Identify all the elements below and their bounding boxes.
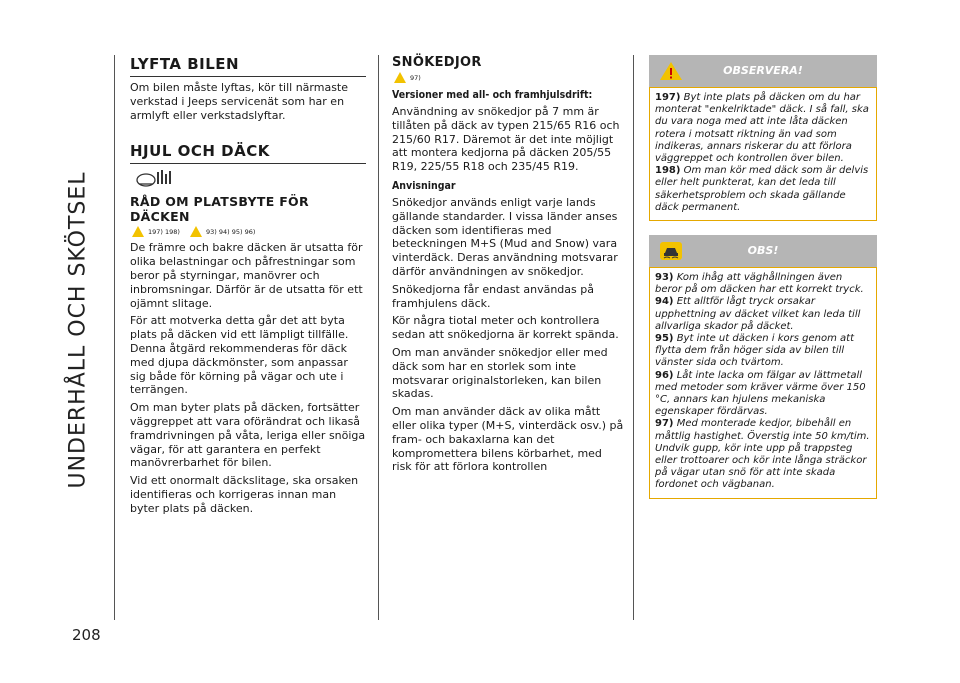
note-box-header: OBS! — [649, 235, 877, 267]
heading-lift: LYFTA BILEN — [130, 55, 366, 77]
note-item: 93) Kom ihåg att väghållningen även beror på om däcken har ett korrekt tryck. — [655, 272, 864, 296]
paragraph: Kör några tiotal meter och kontrollera sedan att snökedjorna är korrekt spända. — [392, 314, 619, 342]
paragraph: Snökedjor används enligt varje lands gällande standarder. I vissa länder anses däcken som identifieras med beteckningen M+S (Mud and Snow) vara vinterdäck. Deras användning motsvarar därför användningen av snökedjor. — [392, 195, 618, 278]
warning-item: 198) Om man kör med däck som är delvis eller helt punkterat, kan det leda till säkerhetsproblem och skada gällande däck permanent. — [655, 165, 869, 213]
middle-column — [392, 55, 624, 478]
warning-triangle-icon — [659, 61, 683, 94]
paragraph: Snökedjorna får endast användas på framhjulens däck. — [392, 282, 594, 310]
warning-triangle-icon — [394, 72, 406, 83]
rotation-text — [130, 241, 366, 515]
warning-box — [649, 87, 877, 221]
heading-snow-chains: SNÖKEDJOR — [392, 55, 482, 70]
note-item: 97) Med monterade kedjor, bibehåll en måttlig hastighet. Överstig inte 50 km/tim. Undvik gupp, kör inte upp på trappsteg eller trottoarer och kör inte långa sträckor på vägar utan snö för att inte skada fordonet och vägbanan. — [655, 418, 870, 491]
column-divider — [633, 55, 634, 620]
note-item: 96) Låt inte lacka om fälgar av lättmetall med metoder som kräver värme över 150 °C, annars kan hjulens mekaniska egenskaper fördärvas. — [655, 369, 866, 418]
instructions-text — [392, 196, 624, 474]
note-item: 95) Byt inte ut däcken i kors genom att flytta dem från höger sida av bilen till vänster sida och tvärtom. — [655, 333, 855, 369]
chapter-divider — [114, 55, 115, 620]
paragraph: För att motverka detta går det att byta plats på däcken vid ett lämpligt tillfälle. Denna åtgärd rekommenderas för däck med djupa däckmönster, som anpassar sig både för körning på vägar och ute i terrängen. — [130, 314, 349, 397]
snow-chains-text: Användning av snökedjor på 7 mm är tillåten på däck av typen 215/65 R16 och 215/60 R17. Däremot är det inte möjligt att montera kedjorna på däcken 205/55 R19, 225/55 R18 och 235/45 R19. — [392, 105, 620, 174]
car-skid-icon — [659, 241, 683, 274]
paragraph: De främre och bakre däcken är utsatta för olika belastningar och påfrestningar som beror på styrningar, manövrer och inbromsningar. Därför är de utsatta för ett ojämnt slitage. — [130, 241, 363, 310]
chapter-title-text: UNDERHÅLL OCH SKÖTSEL — [65, 171, 91, 489]
paragraph: Om man använder snökedjor eller med däck som har en storlek som inte motsvarar originalstorleken, kan bilen skadas. — [392, 345, 608, 401]
heading-wheels: HJUL OCH DÄCK — [130, 142, 366, 164]
left-column — [130, 55, 366, 520]
rotation-refs: 197) 198) 93) 94) 95) 96) — [132, 226, 366, 237]
page-number: 208 — [72, 626, 101, 644]
column-divider — [378, 55, 379, 620]
subheading-drive-versions: Versioner med all- och framhjulsdrift: — [392, 89, 593, 101]
paragraph: Vid ett onormalt däckslitage, ska orsaken identifieras och korrigeras innan man byter plats på däcken. — [130, 474, 359, 515]
paragraph: Om man använder däck av olika mått eller olika typer (M+S, vinterdäck osv.) på fram- och bakaxlarna kan det kompromettera bilens körbarhet, med risk för att förlora kontrollen — [392, 405, 624, 474]
right-column — [649, 55, 877, 499]
note-item: 94) Ett alltför lågt tryck orsakar upphettning av däcket vilket kan leda till allvarliga skador på däcket. — [655, 296, 861, 332]
warning-triangle-icon — [190, 226, 202, 237]
warning-item: 197) Byt inte plats på däcken om du har monterat "enkelriktade" däck. I så fall, ska du vara noga med att inte låta däcken rotera i motsatt riktning än vad som indikeras, annars riskerar du att förlora väggreppet och kontrollen över bilen. — [655, 92, 869, 165]
heading-rotation: RÅD OM PLATSBYTE FÖR DÄCKEN — [130, 194, 309, 225]
snow-chains-refs: 97) — [394, 72, 624, 83]
tire-pressure-icon — [134, 168, 366, 188]
paragraph: Om man byter plats på däcken, fortsätter väggreppet att vara oförändrat och likaså framdrivningen på våta, leriga eller snöiga vägar, för att garantera en perfekt manövrerbarhet för bilen. — [130, 401, 366, 470]
warning-box-header: OBSERVERA! — [649, 55, 877, 87]
subheading-instructions: Anvisningar — [392, 179, 456, 192]
lift-text: Om bilen måste lyftas, kör till närmaste verkstad i Jeeps servicenät som har en armlyft eller verkstadslyftar. — [130, 81, 349, 122]
note-box — [649, 267, 877, 499]
warning-triangle-icon — [132, 226, 144, 237]
